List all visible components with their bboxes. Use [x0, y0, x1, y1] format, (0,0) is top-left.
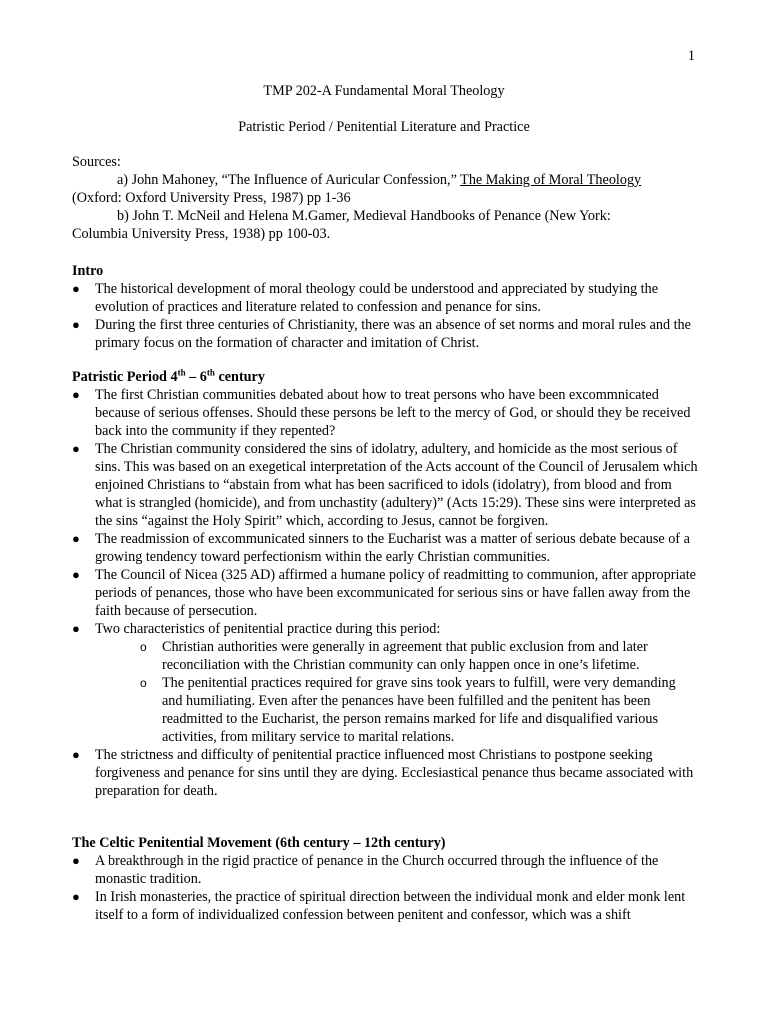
source-a [72, 171, 698, 189]
bullet-icon: ● [72, 387, 80, 402]
celtic-section [72, 834, 698, 924]
sources-label: Sources: [72, 154, 121, 170]
bullet-icon: ● [72, 281, 80, 296]
list-item-text: The strictness and difficulty of penitential practice influenced most Christians to postpone seeking forgiveness and penance for sins until they are dying. Ecclesiastical penance thus became associated with preparation for death. [95, 747, 694, 799]
source-b-line1: b) John T. McNeil and Helena M.Gamer, Medieval Handbooks of Penance (New York: [117, 208, 611, 224]
heading-part: century [214, 369, 265, 385]
bullet-icon: ● [72, 567, 80, 582]
patristic-heading [72, 368, 698, 386]
list-item [72, 386, 698, 440]
list-item [72, 888, 698, 924]
circle-bullet-icon: o [140, 676, 147, 690]
list-item [72, 566, 698, 620]
list-item-text: The readmission of excommunicated sinners to the Eucharist was a matter of serious debate because of a growing tendency toward perfectionism within the early Christian communities. [95, 531, 690, 565]
heading-part: Patristic Period 4 [72, 369, 178, 385]
heading-sup: th [177, 367, 186, 378]
list-item-text: Two characteristics of penitential practice during this period: [95, 621, 441, 637]
characteristics-sublist [95, 638, 698, 746]
document-subtitle: Patristic Period / Penitential Literature and Practice [238, 119, 530, 135]
list-item-text: The Council of Nicea (325 AD) affirmed a humane policy of readmitting to communion, after appropriate periods of penances, those who have been excommunicated for serious sins or have fallen away from the faith because of persecution. [95, 567, 696, 619]
bullet-icon: ● [72, 441, 80, 456]
patristic-list [72, 386, 698, 800]
sub-list-item-text: Christian authorities were generally in agreement that public exclusion from and later reconciliation with the Christian community can only happen once in one’s lifetime. [162, 639, 648, 673]
list-item-text: A breakthrough in the rigid practice of penance in the Church occurred through the influence of the monastic tradition. [95, 853, 659, 887]
list-item-text: The first Christian communities debated about how to treat persons who have been excommnicated because of serious offenses. Should these persons be left to the mercy of God, or should they be received back into the community if they repented? [95, 387, 691, 439]
source-a-book-title: The Making of Moral Theology [460, 172, 642, 188]
heading-part: – 6 [185, 369, 207, 385]
bullet-icon: ● [72, 531, 80, 546]
celtic-list [72, 852, 698, 924]
sources-block [72, 153, 698, 243]
document-title: TMP 202-A Fundamental Moral Theology [263, 83, 505, 99]
circle-bullet-icon: o [140, 640, 147, 654]
source-a-text: a) John Mahoney, “The Influence of Auricular Confession,” [117, 172, 461, 188]
sub-list-item [140, 638, 698, 674]
list-item [72, 440, 698, 530]
list-item-text: The historical development of moral theology could be understood and appreciated by studying the evolution of practices and literature related to confession and penance for sins. [95, 281, 659, 315]
intro-list [72, 280, 698, 352]
list-item-text: In Irish monasteries, the practice of spiritual direction between the individual monk and elder monk lent itself to a form of individualized confession between penitent and confessor, which was a shift [95, 889, 686, 923]
list-item [72, 620, 698, 746]
source-b-line2: Columbia University Press, 1938) pp 100-03. [72, 226, 331, 242]
bullet-icon: ● [72, 889, 80, 904]
bullet-icon: ● [72, 747, 80, 762]
patristic-section [72, 368, 698, 800]
page-number: 1 [687, 48, 695, 64]
bullet-icon: ● [72, 317, 80, 332]
sub-list-item [140, 674, 698, 746]
list-item [72, 280, 698, 316]
celtic-heading: The Celtic Penitential Movement (6th century – 12th century) [72, 835, 446, 851]
heading-sup: th [206, 367, 215, 378]
bullet-icon: ● [72, 853, 80, 868]
intro-heading: Intro [72, 263, 104, 279]
list-item [72, 852, 698, 888]
list-item [72, 316, 698, 352]
list-item [72, 746, 698, 800]
list-item [72, 530, 698, 566]
source-a-publisher: (Oxford: Oxford University Press, 1987) pp 1-36 [72, 190, 351, 206]
list-item-text: During the first three centuries of Christianity, there was an absence of set norms and moral rules and the primary focus on the formation of character and imitation of Christ. [95, 317, 691, 351]
sub-list-item-text: The penitential practices required for grave sins took years to fulfill, were very demanding and humiliating. Even after the penances have been fulfilled and the penitent has been readmitted to the Eucharist, the person remains marked for life and disqualified various activities, from military service to marital relations. [162, 675, 676, 745]
bullet-icon: ● [72, 621, 80, 636]
intro-section [72, 262, 698, 352]
list-item-text: The Christian community considered the sins of idolatry, adultery, and homicide as the most serious of sins. This was based on an exegetical interpretation of the Acts account of the Council of Jerusalem which enjoined Christians to “abstain from what has been sacrificed to idols (idolatry), from blood and from what is strangled (homicide), and from unchastity (adultery)” (Acts 15:29). These sins were interpreted as the sins “against the Holy Spirit” which, according to Jesus, cannot be forgiven. [95, 441, 698, 529]
